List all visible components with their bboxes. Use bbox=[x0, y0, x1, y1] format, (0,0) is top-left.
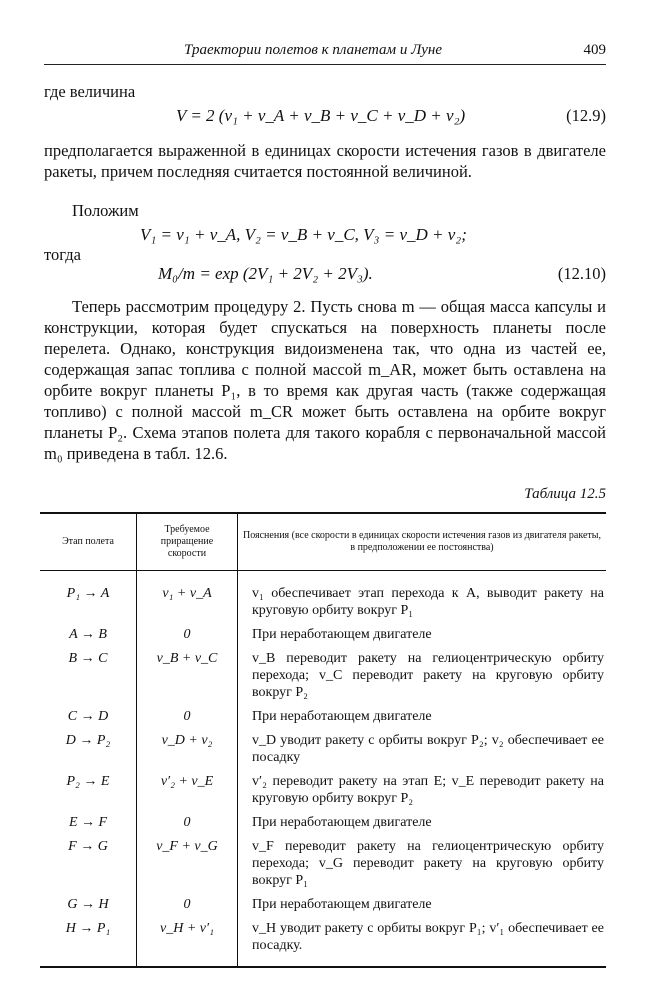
let-label: Положим bbox=[72, 201, 139, 220]
table-row bbox=[40, 918, 606, 967]
velocity-cell: v_F + v_G bbox=[137, 836, 238, 894]
table-row bbox=[40, 571, 606, 625]
note-cell: v₁ обеспечивает этап перехода к A, выводит ракету на круговую орбиту вокруг P₁ bbox=[252, 586, 604, 618]
paragraph-1: предполагается выраженной в единицах скорости истечения газов в двигателе ракеты, причем последняя считается постоянной величиной. bbox=[44, 141, 606, 181]
velocity-cell: v_H + v′₁ bbox=[137, 918, 238, 967]
flight-stages-table bbox=[40, 512, 606, 968]
formula-12-10: M₀/m = exp (2V₁ + 2V₂ + 2V₃). bbox=[158, 264, 373, 283]
table-row bbox=[40, 624, 606, 648]
velocity-cell: 0 bbox=[137, 812, 238, 836]
table-row bbox=[40, 812, 606, 836]
table-row bbox=[40, 894, 606, 918]
running-title: Траектории полетов к планетам и Луне bbox=[184, 42, 443, 58]
note-cell: v_H уводит ракету с орбиты вокруг P₁; v′₁ обеспечивает ее посадку. bbox=[238, 918, 607, 967]
velocity-cell: v₁ + v_A bbox=[137, 571, 238, 625]
note-cell: При неработающем двигателе bbox=[252, 815, 432, 830]
paragraph-2: Теперь рассмотрим процедуру 2. Пусть снова m — общая масса капсулы и конструкции, которая будет спускаться на поверхность планеты после перелета. Однако, конструкция видоизменена так, что одна из частей ее, содержащая запас топлива с полной массой m_AR, может быть оставлена на орбите вокруг планеты P₁, в то время как другая часть (также содержащая топливо) с полной массой m_CR может быть оставлена на орбите вокруг планеты P₂. Схема этапов полета для такого корабля с первоначальной массой m₀ приведена в табл. 12.6. bbox=[44, 297, 606, 463]
note-cell: При неработающем двигателе bbox=[252, 709, 432, 724]
velocity-cell: v_B + v_C bbox=[137, 648, 238, 706]
stage-cell: C → D bbox=[40, 706, 137, 730]
formula-12-9: V = 2 (v₁ + v_A + v_B + v_C + v_D + v₂) bbox=[176, 106, 466, 125]
header-stage: Этап полета bbox=[40, 513, 137, 571]
note-cell: v_B переводит ракету на гелиоцентрическую орбиту перехода; v_C переводит ракету на круговую орбиту вокруг P₂ bbox=[252, 651, 604, 700]
note-cell: v_F переводит ракету на гелиоцентрическую орбиту перехода; v_G переводит ракету на круговую орбиту вокруг P₁ bbox=[252, 839, 604, 888]
stage-cell: B → C bbox=[40, 648, 137, 706]
note-cell: v_D уводит ракету с орбиты вокруг P₂; v₂ обеспечивает ее посадку bbox=[252, 733, 604, 765]
table-header-row bbox=[40, 513, 606, 571]
velocity-cell: v′₂ + v_E bbox=[137, 771, 238, 812]
stage-cell: E → F bbox=[40, 812, 137, 836]
stage-cell: P₂ → E bbox=[40, 771, 137, 812]
velocity-cell: v_D + v₂ bbox=[137, 730, 238, 771]
formula-definitions: V₁ = v₁ + v_A, V₂ = v_B + v_C, V₃ = v_D + v₂; bbox=[140, 225, 467, 244]
note-cell: При неработающем двигателе bbox=[252, 897, 432, 912]
where-label: где величина bbox=[44, 82, 136, 101]
header-explanation: Пояснения (все скорости в единицах скорости истечения газов из двигателя ракеты, в предположении ее постоянства) bbox=[238, 513, 607, 571]
table-row bbox=[40, 706, 606, 730]
velocity-cell: 0 bbox=[137, 706, 238, 730]
table-caption: Таблица 12.5 bbox=[524, 486, 606, 502]
velocity-cell: 0 bbox=[137, 894, 238, 918]
table-row bbox=[40, 836, 606, 894]
equation-number-12-10: (12.10) bbox=[557, 264, 606, 283]
page-number: 409 bbox=[583, 42, 606, 58]
velocity-cell: 0 bbox=[137, 624, 238, 648]
stage-cell: D → P₂ bbox=[40, 730, 137, 771]
stage-cell: P₁ → A bbox=[40, 571, 137, 625]
table-row bbox=[40, 730, 606, 771]
page-header bbox=[44, 42, 606, 65]
stage-cell: F → G bbox=[40, 836, 137, 894]
equation-number-12-9: (12.9) bbox=[566, 106, 606, 125]
note-cell: При неработающем двигателе bbox=[252, 627, 432, 642]
table-row bbox=[40, 648, 606, 706]
stage-cell: A → B bbox=[40, 624, 137, 648]
header-velocity-increment: Требуемое приращение скорости bbox=[137, 513, 238, 571]
table-row bbox=[40, 771, 606, 812]
then-label: тогда bbox=[44, 245, 81, 264]
note-cell: v′₂ переводит ракету на этап E; v_E переводит ракету на круговую орбиту вокруг P₂ bbox=[252, 774, 604, 806]
stage-cell: H → P₁ bbox=[40, 918, 137, 967]
stage-cell: G → H bbox=[40, 894, 137, 918]
